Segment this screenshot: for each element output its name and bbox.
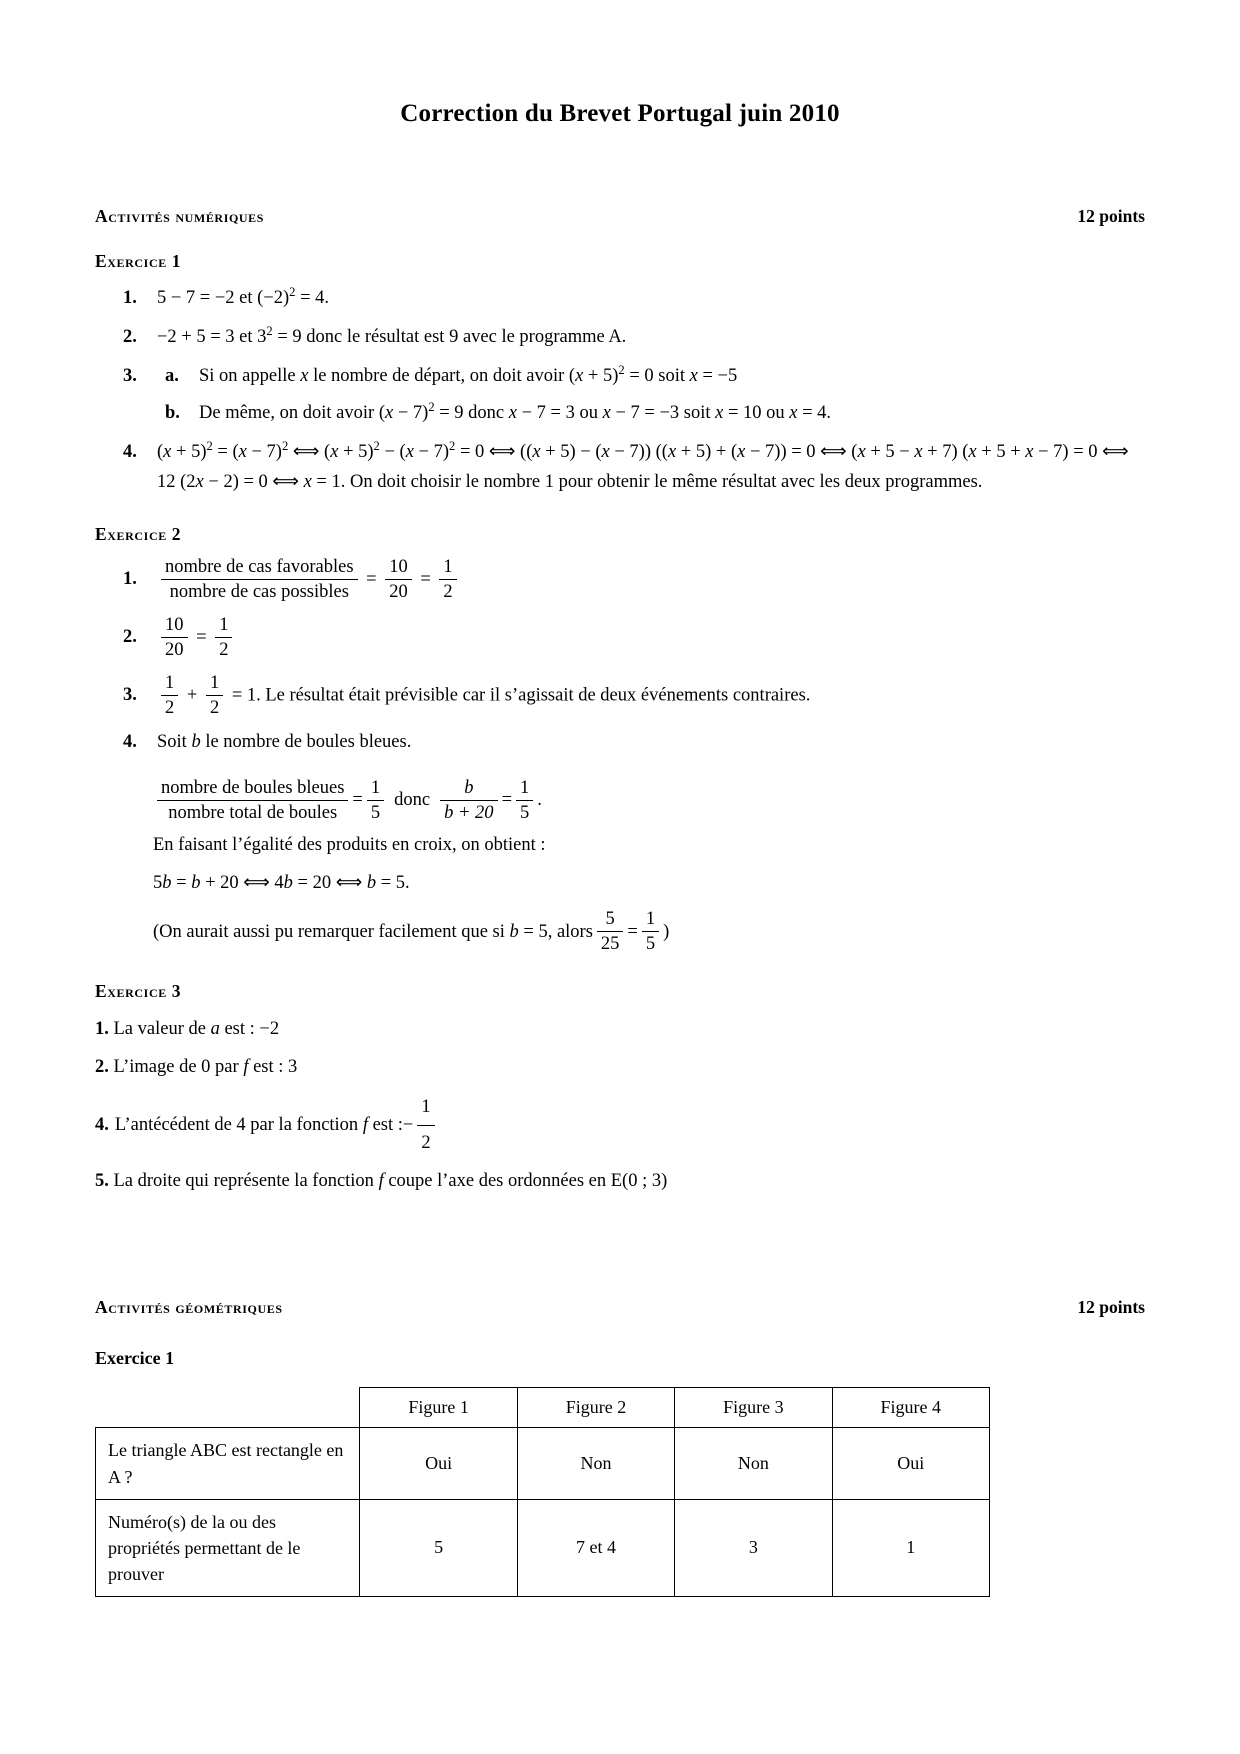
sub-text: De même, on doit avoir $(x - 7)^2 = 9$ donc x − 7 = 3 ou x − 7 = −3 soit x = 10 ou x = 4. <box>199 399 832 423</box>
item-number: 3. <box>123 685 137 706</box>
donc-word: donc <box>394 790 431 811</box>
equals-sign: = <box>501 790 512 811</box>
exercise-1-list <box>95 284 1145 498</box>
figures-table <box>95 1387 990 1596</box>
list-item <box>95 323 1145 353</box>
item-number: 2. <box>95 1057 109 1078</box>
item-number: 1. <box>95 1019 109 1040</box>
item-text: Soit b le nombre de boules bleues. <box>157 731 412 752</box>
item-number: 3. <box>123 365 137 386</box>
fraction-denominator: 2 <box>206 695 223 719</box>
item-text: $(x + 5)^2 = (x - 7)^2$ ⟺ $(x + 5)^2 - (x - 7)^2 = 0$ ⟺ ((x + 5) − (x − 7)) ((x + 5) + (x − 7)) = 0 ⟺ (x + 5 − x + 7) (x + 5 + x − 7) = 0 ⟺ 12 (2x − 2) = 0 ⟺ x = 1. On doit choisir le nombre 1 pour obtenir le même résultat avec les deux programmes. <box>157 438 1129 492</box>
fraction-10-20 <box>161 615 188 661</box>
item-number: 4. <box>123 441 137 462</box>
equals-sign: = <box>420 569 431 590</box>
fraction-numerator: 1 <box>219 614 229 635</box>
equals-sign: = <box>352 790 363 811</box>
item-text <box>157 557 461 603</box>
item-text: −2 + 5 = 3 et $3^2 = 9$ donc le résultat est 9 avec le programme A. <box>157 323 627 347</box>
equation-line <box>153 778 1145 824</box>
fraction-1-2-a <box>161 673 178 719</box>
fraction-1-2 <box>439 557 456 603</box>
fraction-cases <box>161 557 358 603</box>
item-number: 4. <box>95 1114 109 1135</box>
fraction-1-2 <box>215 615 232 661</box>
geo-exercise-1-heading: Exercice 1 <box>95 1348 175 1369</box>
table-cell: 7 et 4 <box>517 1499 674 1596</box>
table-cell: Non <box>675 1428 832 1499</box>
section-header-geometriques <box>95 1297 1145 1318</box>
item-text <box>157 615 236 661</box>
fraction-denominator: 2 <box>215 637 232 661</box>
exercise-2-item-1 <box>95 557 1145 603</box>
row-label: Le triangle ABC est rectangle en A ? <box>96 1428 360 1499</box>
column-header: Figure 4 <box>832 1388 989 1428</box>
fraction-numerator: 10 <box>389 556 408 577</box>
table-cell: 5 <box>360 1499 517 1596</box>
section-points: 12 points <box>1077 206 1145 226</box>
fraction-numerator: 1 <box>370 777 381 798</box>
item-number: 1. <box>123 569 137 590</box>
fraction-numerator: nombre de boules bleues <box>161 777 345 798</box>
fraction-numerator: 1 <box>520 777 530 798</box>
exercise-2-heading: Exercice 2 <box>95 523 182 544</box>
item-number: 2. <box>123 326 137 347</box>
sub-item-b <box>157 399 1145 429</box>
fraction-1-5 <box>367 778 384 824</box>
fraction-numerator: 5 <box>605 909 615 930</box>
table-cell: 1 <box>832 1499 989 1596</box>
item-text: La droite qui représente la fonction f coupe l’axe des ordonnées en E(0 ; 3) <box>113 1170 668 1191</box>
plus-sign: + <box>186 685 198 706</box>
exercise-1-heading: Exercice 1 <box>95 251 182 271</box>
fraction-denominator: 20 <box>161 637 188 661</box>
exercise-2-item-4-detail <box>95 778 1145 956</box>
equals-sign: = <box>366 569 377 590</box>
table-cell: 3 <box>675 1499 832 1596</box>
fraction-denominator: 20 <box>385 579 412 603</box>
item-text <box>157 673 810 719</box>
sub-text: Si on appelle x le nombre de départ, on doit avoir $(x + 5)^2 = 0$ soit x = −5 <box>199 362 738 386</box>
fraction-numerator: 1 <box>443 556 453 577</box>
list-item <box>95 438 1145 498</box>
item-text: La valeur de a est : −2 <box>113 1019 280 1040</box>
fraction-denominator: b + 20 <box>440 800 497 824</box>
item-text: L’image de 0 par f est : 3 <box>113 1057 298 1078</box>
fraction-5-25 <box>597 909 624 955</box>
fraction-b-over-b20 <box>440 778 497 824</box>
section-header-numeriques <box>95 206 1145 227</box>
fraction-numerator: 10 <box>165 614 184 635</box>
fraction-denominator: 25 <box>597 931 624 955</box>
item-number: 5. <box>95 1170 109 1191</box>
table-cell: Oui <box>832 1428 989 1499</box>
exercise-2-item-2 <box>95 615 1145 661</box>
table-row <box>96 1499 990 1596</box>
exercise-3-heading: Exercice 3 <box>95 981 182 1002</box>
item-text: 5 − 7 = −2 et $(-2)^2 = 4$. <box>157 284 330 308</box>
column-header: Figure 1 <box>360 1388 517 1428</box>
fraction-denominator: 2 <box>417 1125 434 1160</box>
fraction-denominator: nombre total de boules <box>157 800 348 824</box>
remark-line <box>153 909 1145 955</box>
list-item <box>95 284 1145 314</box>
fraction-1-5-c <box>642 909 659 955</box>
list-item <box>95 362 1145 429</box>
period: . <box>537 790 542 811</box>
item-3-text: = 1. Le résultat était prévisible car il s’agissait de deux événements contraires. <box>231 685 811 706</box>
exercise-3-item-1 <box>95 1014 1145 1046</box>
table-cell: Oui <box>360 1428 517 1499</box>
croix-line: En faisant l’égalité des produits en croix, on obtient : <box>153 834 546 855</box>
item-number: 1. <box>123 288 137 308</box>
exercise-2-item-4 <box>95 728 1145 758</box>
fraction-10-20 <box>385 557 412 603</box>
fraction-numerator: 1 <box>165 672 175 693</box>
sub-label: b. <box>165 402 180 423</box>
exercise-3-item-2 <box>95 1052 1145 1084</box>
resolution-line: 5b = b + 20 ⟺ 4b = 20 ⟺ b = 5. <box>153 872 410 893</box>
item-text: L’antécédent de 4 par la fonction f est :− <box>114 1114 414 1135</box>
item-number: 2. <box>123 627 137 648</box>
fraction-denominator: 5 <box>516 800 533 824</box>
fraction-numerator: 1 <box>421 1097 431 1118</box>
fraction-denominator: 2 <box>439 579 456 603</box>
column-header: Figure 2 <box>517 1388 674 1428</box>
item-number: 4. <box>123 731 137 752</box>
fraction-denominator: 5 <box>367 800 384 824</box>
remark-text: (On aurait aussi pu remarquer facilement que si b = 5, alors <box>153 921 593 942</box>
fraction-numerator: nombre de cas favorables <box>165 556 354 577</box>
exercise-3-item-5 <box>95 1166 1145 1198</box>
exercise-2-item-3 <box>95 673 1145 719</box>
fraction-1-2-b <box>206 673 223 719</box>
page-title: Correction du Brevet Portugal juin 2010 <box>400 100 840 127</box>
fraction-1-2-antecedent <box>417 1092 434 1160</box>
sub-label: a. <box>165 365 179 386</box>
equals-sign: = <box>196 627 207 648</box>
section-title: Activités numériques <box>95 206 265 226</box>
fraction-1-5-b <box>516 778 533 824</box>
table-corner-cell <box>96 1388 360 1428</box>
table-row <box>96 1428 990 1499</box>
fraction-denominator: 5 <box>642 931 659 955</box>
closing-paren: ) <box>663 921 670 942</box>
equals-sign: = <box>627 921 638 942</box>
fraction-numerator: 1 <box>645 909 656 930</box>
item-text <box>157 362 1145 429</box>
table-cell: Non <box>517 1428 674 1499</box>
section-points: 12 points <box>1077 1297 1145 1318</box>
exercise-3-item-4 <box>95 1092 1145 1160</box>
fraction-boules <box>157 778 348 824</box>
fraction-numerator: 1 <box>209 672 220 693</box>
sub-item-a <box>157 362 1145 392</box>
row-label: Numéro(s) de la ou des propriétés permettant de le prouver <box>96 1499 360 1596</box>
fraction-denominator: nombre de cas possibles <box>161 579 358 603</box>
table-header-row <box>96 1388 990 1428</box>
column-header: Figure 3 <box>675 1388 832 1428</box>
section-title: Activités géométriques <box>95 1297 283 1318</box>
fraction-denominator: 2 <box>161 695 178 719</box>
fraction-numerator: b <box>464 777 474 798</box>
